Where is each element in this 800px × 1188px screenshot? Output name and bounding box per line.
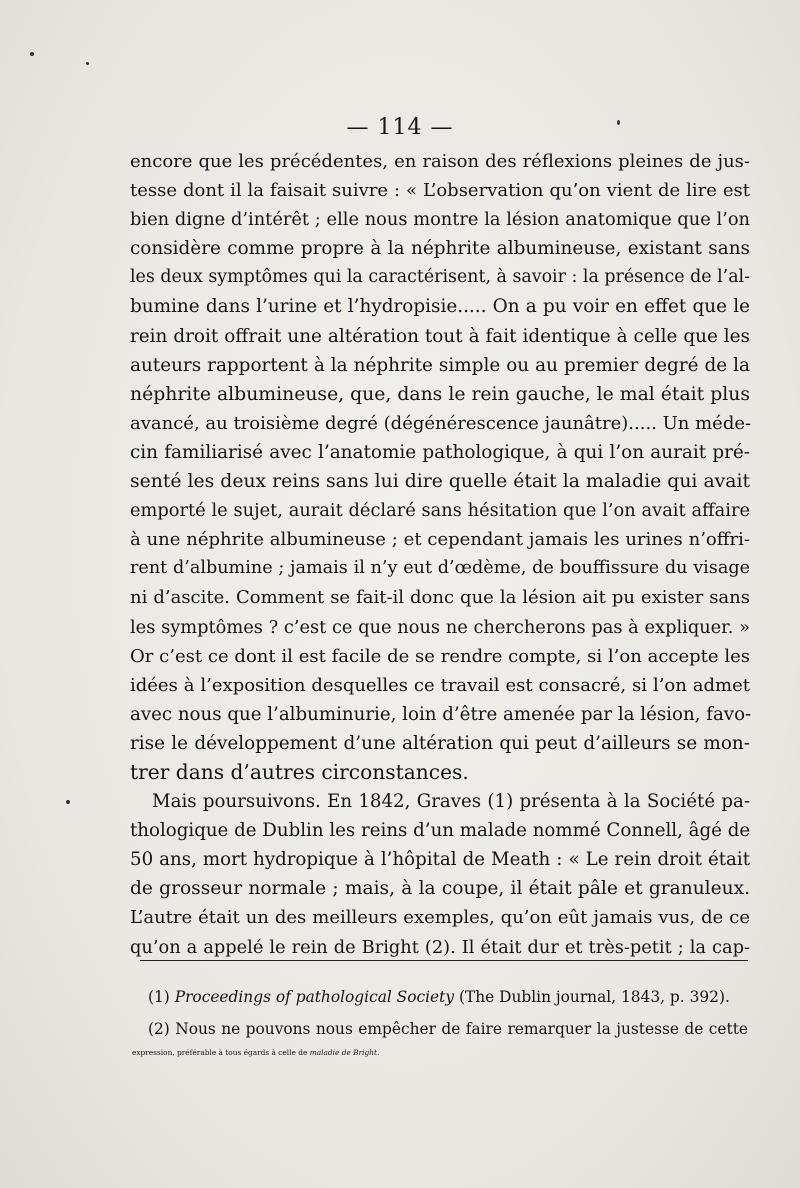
text-line: néphrite albumineuse, que, dans le rein gauche, le mal était plus [130, 383, 750, 405]
footnote-text: . [376, 1048, 380, 1057]
text-line: Mais poursuivons. En 1842, Graves (1) présenta à la Société pa- [152, 791, 750, 813]
text-line: idées à l’exposition desquelles ce travail est consacré, si l’on admet [130, 674, 750, 696]
text-line: tesse dont il la faisait suivre : « L’observation qu’on vient de lire est [130, 180, 750, 202]
text-line: rent d’albumine ; jamais il n’y eut d’œdème, de bouffissure du visage [130, 558, 750, 579]
text-line: les deux symptômes qui la caractérisent, à savoir : la présence de l’al- [130, 267, 750, 288]
text-line: rise le développement d’une altération qui peut d’ailleurs se mon- [130, 732, 750, 754]
footnote-source-title: Proceedings of pathological Society [174, 988, 455, 1006]
footnote-emphasis: maladie de Bright [309, 1048, 377, 1057]
footnote-2-continuation [132, 1041, 748, 1065]
footnote-text: expression, préférable à tous égards à celle de [132, 1048, 308, 1057]
footnote-marker: (2) [148, 1020, 170, 1038]
margin-speck [66, 800, 70, 804]
text-line: considère comme propre à la néphrite albumineuse, existant sans [130, 238, 750, 260]
margin-speck [86, 62, 89, 65]
text-line: rein droit offrait une altération tout à fait identique à celle que les [130, 325, 750, 347]
text-line: thologique de Dublin les reins d’un malade nommé Connell, âgé de [130, 820, 751, 842]
footnote-separator [140, 960, 748, 961]
text-line: avancé, au troisième degré (dégénérescence jaunâtre)..... Un méde- [130, 412, 752, 434]
page-body [130, 147, 750, 962]
footnote-marker: (1) [148, 988, 170, 1006]
page-number: — 114 — [346, 115, 454, 140]
footnote-2 [148, 1017, 748, 1041]
text-line: 50 ans, mort hydropique à l’hôpital de Meath : « Le rein droit était [130, 849, 750, 871]
text-line: les symptômes ? c’est ce que nous ne chercherons pas à expliquer. » [130, 616, 750, 638]
text-line: de grosseur normale ; mais, à la coupe, il était pâle et granuleux. [130, 878, 750, 900]
text-line: L’autre était un des meilleurs exemples, qu’on eût jamais vus, de ce [130, 907, 750, 929]
margin-speck [30, 52, 34, 56]
text-line: auteurs rapportent à la néphrite simple ou au premier degré de la [130, 354, 750, 376]
text-line: à une néphrite albumineuse ; et cependant jamais les urines n’offri- [130, 529, 750, 551]
text-line: encore que les précédentes, en raison des réflexions pleines de jus- [130, 151, 750, 172]
footnote-text: Nous ne pouvons nous empêcher de faire remarquer la justesse de cette [175, 1020, 748, 1038]
footnote-1 [148, 985, 748, 1009]
text-line: senté les deux reins sans lui dire quelle était la maladie qui avait [130, 471, 750, 493]
text-line: avec nous que l’albuminurie, loin d’être amenée par la lésion, favo- [130, 703, 752, 725]
text-line: Or c’est ce dont il est facile de se rendre compte, si l’on accepte les [130, 645, 750, 667]
text-line: bumine dans l’urine et l’hydropisie..... On a pu voir en effet que le [130, 296, 750, 318]
text-line: ni d’ascite. Comment se fait-il donc que la lésion ait pu exister sans [130, 587, 750, 609]
footnote-text: (The Dublin journal, 1843, p. 392). [458, 988, 730, 1006]
text-line: qu’on a appelé le rein de Bright (2). Il était dur et très-petit ; la cap- [130, 936, 750, 958]
text-line: cin familiarisé avec l’anatomie pathologique, à qui l’on aurait pré- [130, 441, 750, 463]
text-line: emporté le sujet, aurait déclaré sans hésitation que l’on avait affaire [130, 500, 750, 522]
text-line: trer dans d’autres circonstances. [130, 759, 469, 784]
footnotes [132, 985, 748, 1065]
text-line: bien digne d’intérêt ; elle nous montre la lésion anatomique que l’on [130, 209, 750, 231]
